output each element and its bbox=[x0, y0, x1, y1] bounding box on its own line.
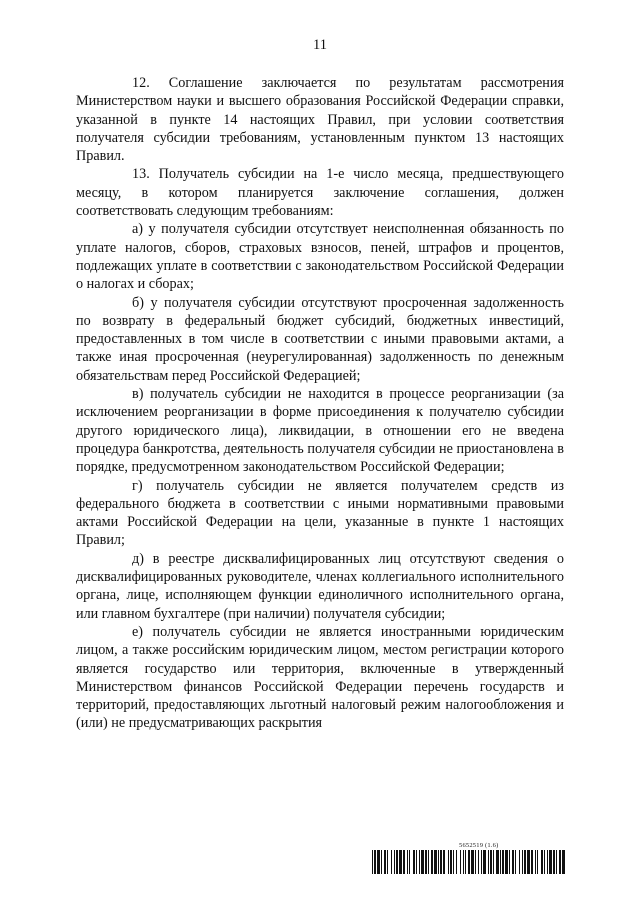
barcode-bar bbox=[502, 850, 504, 874]
barcode-bar bbox=[537, 850, 538, 874]
barcode-bar bbox=[384, 850, 386, 874]
barcode-bar bbox=[425, 850, 427, 874]
barcode-bar bbox=[541, 850, 543, 874]
barcode-bar bbox=[394, 850, 395, 874]
barcode-bar bbox=[403, 850, 405, 874]
barcode-bar bbox=[490, 850, 492, 874]
barcode-bar bbox=[377, 850, 380, 874]
barcode-bar bbox=[407, 850, 408, 874]
barcode-bar bbox=[421, 850, 424, 874]
requirement-b: б) у получателя субсидии отсутствуют просроченная задолженность по возврату в федеральный бюджет субсидий, бюджетных инвестиций, предоставленных в том числе в соответствии с иными правовыми актами, а также иная просроченная (неурегулированная) задолженность по денежным обязательствам перед Российской Федерацией; bbox=[76, 294, 564, 384]
barcode-bar bbox=[481, 850, 482, 874]
barcode-bar bbox=[431, 850, 433, 874]
page-number: 11 bbox=[313, 37, 327, 53]
barcode-bar bbox=[438, 850, 439, 874]
barcode-bar bbox=[505, 850, 508, 874]
barcode-bar bbox=[519, 850, 520, 874]
barcode-bar bbox=[468, 850, 470, 874]
barcode-bar bbox=[547, 850, 548, 874]
barcode-bar bbox=[465, 850, 466, 874]
document-body bbox=[76, 74, 564, 733]
barcode-bar bbox=[460, 850, 461, 874]
barcode-bar bbox=[535, 850, 536, 874]
barcode-bar bbox=[496, 850, 499, 874]
barcode-bar bbox=[509, 850, 510, 874]
barcode-bar bbox=[456, 850, 457, 874]
barcode-bar bbox=[396, 850, 398, 874]
barcode-bar bbox=[478, 850, 479, 874]
barcode-bar bbox=[500, 850, 501, 874]
barcode-bar bbox=[559, 850, 561, 874]
barcode-bar bbox=[463, 850, 464, 874]
barcode-bar bbox=[443, 850, 445, 874]
barcode-bar bbox=[512, 850, 514, 874]
barcode-bar bbox=[471, 850, 474, 874]
barcode-bar bbox=[434, 850, 437, 874]
barcode-bar bbox=[450, 850, 452, 874]
barcode-bar bbox=[428, 850, 429, 874]
paragraph-12: 12. Соглашение заключается по результатам рассмотрения Министерством науки и высшего образования Российской Федерации справки, указанной в пункте 14 настоящих Правил, при условии соответствия получателя субсидии требованиям, установленным пунктом 13 настоящих Правил. bbox=[76, 75, 564, 165]
barcode-bar bbox=[522, 850, 523, 874]
barcode-bar bbox=[475, 850, 476, 874]
barcode-image bbox=[372, 850, 566, 874]
barcode-bar bbox=[387, 850, 388, 874]
requirement-e: е) получатель субсидии не является иностранными юридическим лицом, а также российским юридическим лицом, местом регистрации которого является государство или территория, включенные в утвержденный Министерством финансов Российской Федерации перечень государств и территорий, предоставляющих льготный налоговый режим налогообложения и (или) не предусматривающих раскрытия bbox=[76, 623, 564, 732]
barcode-bar bbox=[374, 850, 376, 874]
barcode-bar bbox=[483, 850, 486, 874]
barcode-bar bbox=[493, 850, 494, 874]
requirement-d: д) в реестре дисквалифицированных лиц отсутствуют сведения о дисквалифицированных руководителе, членах коллегиального исполнительного органа, лице, исполняющем функции единоличного исполнительного органа, или главном бухгалтере (при наличии) получателя субсидии; bbox=[76, 550, 564, 622]
barcode-bar bbox=[527, 850, 530, 874]
barcode-bar bbox=[391, 850, 392, 874]
barcode-bar bbox=[515, 850, 516, 874]
barcode-bar bbox=[531, 850, 533, 874]
barcode-bar bbox=[419, 850, 420, 874]
barcode-bar bbox=[556, 850, 557, 874]
barcode-bar bbox=[381, 850, 382, 874]
barcode-bar bbox=[544, 850, 545, 874]
barcode-bar bbox=[549, 850, 552, 874]
barcode-bar bbox=[453, 850, 454, 874]
barcode-bar bbox=[399, 850, 402, 874]
barcode-bar bbox=[448, 850, 449, 874]
barcode-bar bbox=[409, 850, 410, 874]
barcode-bar bbox=[416, 850, 417, 874]
barcode-bar bbox=[413, 850, 415, 874]
barcode-bar bbox=[372, 850, 373, 874]
requirement-g: г) получатель субсидии не является получателем средств из федерального бюджета в соответствии с иными нормативными правовыми актами Российской Федерации на цели, указанные в пункте 1 настоящих Правил; bbox=[76, 477, 564, 549]
barcode-bar bbox=[488, 850, 489, 874]
paragraph-13: 13. Получатель субсидии на 1-е число месяца, предшествующего месяцу, в котором планируется заключение соглашения, должен соответствовать следующим требованиям: bbox=[76, 166, 564, 220]
document-code: 5652519 (1.6) bbox=[459, 842, 499, 849]
barcode-bar bbox=[562, 850, 565, 874]
barcode-bar bbox=[524, 850, 526, 874]
requirement-v: в) получатель субсидии не находится в процессе реорганизации (за исключением реорганизации в форме присоединения к получателю субсидии другого юридического лица), ликвидации, в отношении его не введена процедура банкротства, деятельность получателя субсидии не приостановлена в порядке, предусмотренном законодательством Российской Федерации; bbox=[76, 386, 564, 476]
barcode-bar bbox=[440, 850, 442, 874]
barcode-bar bbox=[553, 850, 555, 874]
requirement-a: а) у получателя субсидии отсутствует неисполненная обязанность по уплате налогов, сборов, страховых взносов, пеней, штрафов и процентов, подлежащих уплате в соответствии с законодательством Российской Федерации о налогах и сборах; bbox=[76, 221, 564, 293]
